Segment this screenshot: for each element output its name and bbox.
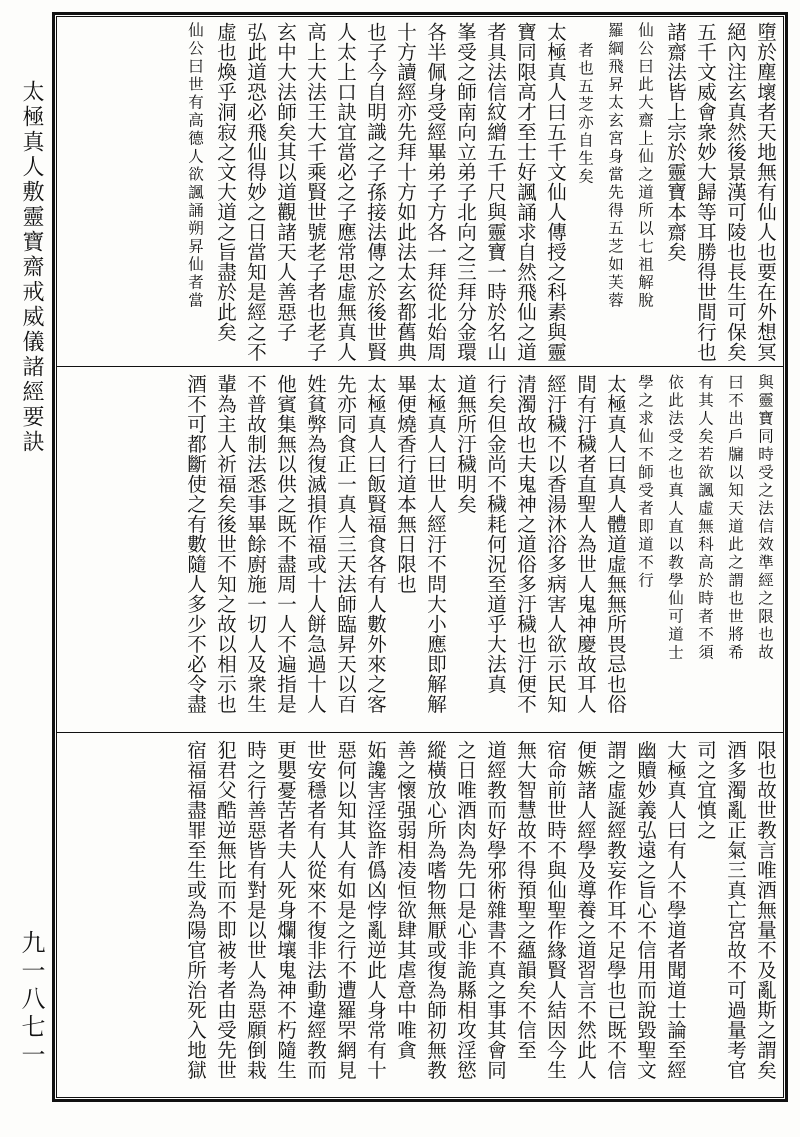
page-number: 九一八七一	[17, 930, 45, 1070]
text-column: 玄中大法師矣其以道觀諸天人善惡子	[274, 22, 297, 342]
text-column: 時之行善惡皆有對是以世人為惡願倒栽	[244, 740, 267, 1080]
column-group	[62, 374, 780, 728]
text-column: 他賓集無以供之既不盡周一人不遍指是	[274, 374, 297, 714]
text-block-top	[62, 22, 780, 362]
text-column: 限也故世教言唯酒無量不及亂斯之謂矣	[754, 740, 777, 1080]
text-column: 人太上口訣宜當必之子應常思虛無真人	[334, 22, 357, 362]
text-column: 墮於塵壞者天地無有仙人也要在外想冥	[754, 22, 777, 362]
text-column: 畢便燒香行道本無日限也	[394, 374, 417, 594]
text-column: 學之求仙不師受者即道不行	[636, 374, 654, 590]
text-column: 虛也煥乎洞寂之文大道之旨盡於此矣	[214, 22, 237, 342]
text-column: 太極真人曰五千文仙人傳授之科素與靈	[544, 22, 567, 362]
text-column: 者也五芝亦自生矣	[576, 42, 594, 186]
text-column: 五千文威會衆妙大歸等耳勝得世間行也	[694, 22, 717, 362]
text-column: 太極真人曰世人經汙不問大小應即解解	[424, 374, 447, 714]
text-column: 與靈寶同時受之法信效準經之限也故	[756, 374, 774, 662]
text-column: 之日唯酒肉為先口是心非詭縣相攻淫慾	[454, 740, 477, 1080]
running-title: 太極真人敷靈寶齋戒威儀諸經要訣	[19, 80, 44, 455]
text-column: 犯君父酷逆無比而不即被考者由受先世	[214, 740, 237, 1080]
text-block-bottom	[62, 740, 780, 1092]
text-column: 仙公曰此大齋上仙之道所以七祖解脫	[636, 22, 654, 310]
text-column: 縱橫放心所為嗜物無厭或復為師初無教	[424, 740, 447, 1080]
section-divider	[56, 366, 784, 367]
text-column: 宿命前世時不與仙聖作緣賢人結因今生	[544, 740, 567, 1080]
text-column: 太極真人曰真人體道虛無無所畏忌也俗	[604, 374, 627, 714]
text-column: 曰不出戶牖以知天道此之謂也世將希	[726, 374, 744, 662]
text-column: 道無所汙穢明矣	[454, 374, 477, 514]
text-column: 高上大法王大千乘賢世號老子者也老子	[304, 22, 327, 362]
text-column: 諸齋法皆上宗於靈寶本齋矣	[664, 22, 687, 262]
text-column: 間有汙穢者直聖人為世人鬼神慶故耳人	[574, 374, 597, 714]
text-column: 峯受之師南向立弟子北向之三拜分金環	[454, 22, 477, 362]
text-column: 大極真人曰有人不學道者聞道士論至經	[664, 740, 687, 1080]
text-column: 司之宜慎之	[694, 740, 717, 840]
text-column: 妬讒害淫盜詐僞凶悖亂逆此人身常有十	[364, 740, 387, 1080]
text-column: 輩為主人祈福矣後世不知之故以相示也	[214, 374, 237, 714]
text-column: 十方讀經亦先拜十方如此法太玄都舊典	[394, 22, 417, 362]
text-column: 也子今自明識之子孫接法傳之於後世賢	[364, 22, 387, 362]
text-column: 先亦同食正一真人三天法師臨昇天以百	[334, 374, 357, 714]
section-divider	[56, 732, 784, 733]
column-group	[62, 740, 780, 1092]
text-block-middle	[62, 374, 780, 728]
column-group	[62, 22, 780, 362]
text-column: 寶同限高才至士好諷誦求自然飛仙之道	[514, 22, 537, 362]
text-column: 姓貧弊為復滅損作福或十人餅急過十人	[304, 374, 327, 714]
text-column: 無大智慧故不得預聖之蘊韻矣不信至	[514, 740, 537, 1060]
text-column: 絕內注玄真然後景漢可陵也長生可保矣	[724, 22, 747, 362]
text-column: 行矣但金尚不穢耗何況至道乎大法真	[484, 374, 507, 694]
text-column: 酒多濁亂正氣三真亡宮故不可過量考官	[724, 740, 747, 1080]
text-column: 依此法受之也真人直以教學仙可道士	[666, 374, 684, 662]
text-column: 道經教而好學邪術雜書不真之事其會同	[484, 740, 507, 1080]
text-column: 惡何以知其人有如是之行不遭羅罘網見	[334, 740, 357, 1080]
text-column: 各半佩身受經畢弟子方各一拜從北始周	[424, 22, 447, 362]
text-column: 宿福福盡罪至生或為陽官所治死入地獄	[184, 740, 207, 1080]
text-column: 有其人矣若欲諷虛無科高於時者不須	[696, 374, 714, 662]
text-column: 經汙穢不以香湯沐浴多病害人欲示民知	[544, 374, 567, 714]
text-column: 謂之虛誕經教妄作耳不足學也已既不信	[604, 740, 627, 1080]
text-column: 善之懷强弱相凌恒欲肆其虐意中唯貪	[394, 740, 417, 1060]
text-column: 太極真人曰飯賢福食各有人數外來之客	[364, 374, 387, 714]
text-column: 清濁故也夫鬼神之道俗多汙穢也汙便不	[514, 374, 537, 714]
text-column: 弘此道恐必飛仙得妙之日當知是經之不	[244, 22, 267, 362]
text-column: 仙公曰世有高德人欲諷誦朔昇仙者當	[186, 22, 204, 310]
text-column: 便嫉諸人經學及導養之道習言不然此人	[574, 740, 597, 1080]
text-column: 不普故制法悉事畢餘廚施一切人及衆生	[244, 374, 267, 714]
text-column: 幽贖妙義弘遠之旨心不信用而說毀聖文	[634, 740, 657, 1080]
text-column: 者具法信紋繒五千尺與靈寶一時於名山	[484, 22, 507, 362]
text-column: 世安穩者有人從來不復非法動違經教而	[304, 740, 327, 1080]
text-column: 更嬰憂苦者夫人死身爛壤鬼神不朽隨生	[274, 740, 297, 1080]
text-column: 羅綱飛昇太玄宮身當先得五芝如芙蓉	[606, 22, 624, 310]
text-column: 酒不可都斷使之有數隨人多少不必令盡	[184, 374, 207, 714]
